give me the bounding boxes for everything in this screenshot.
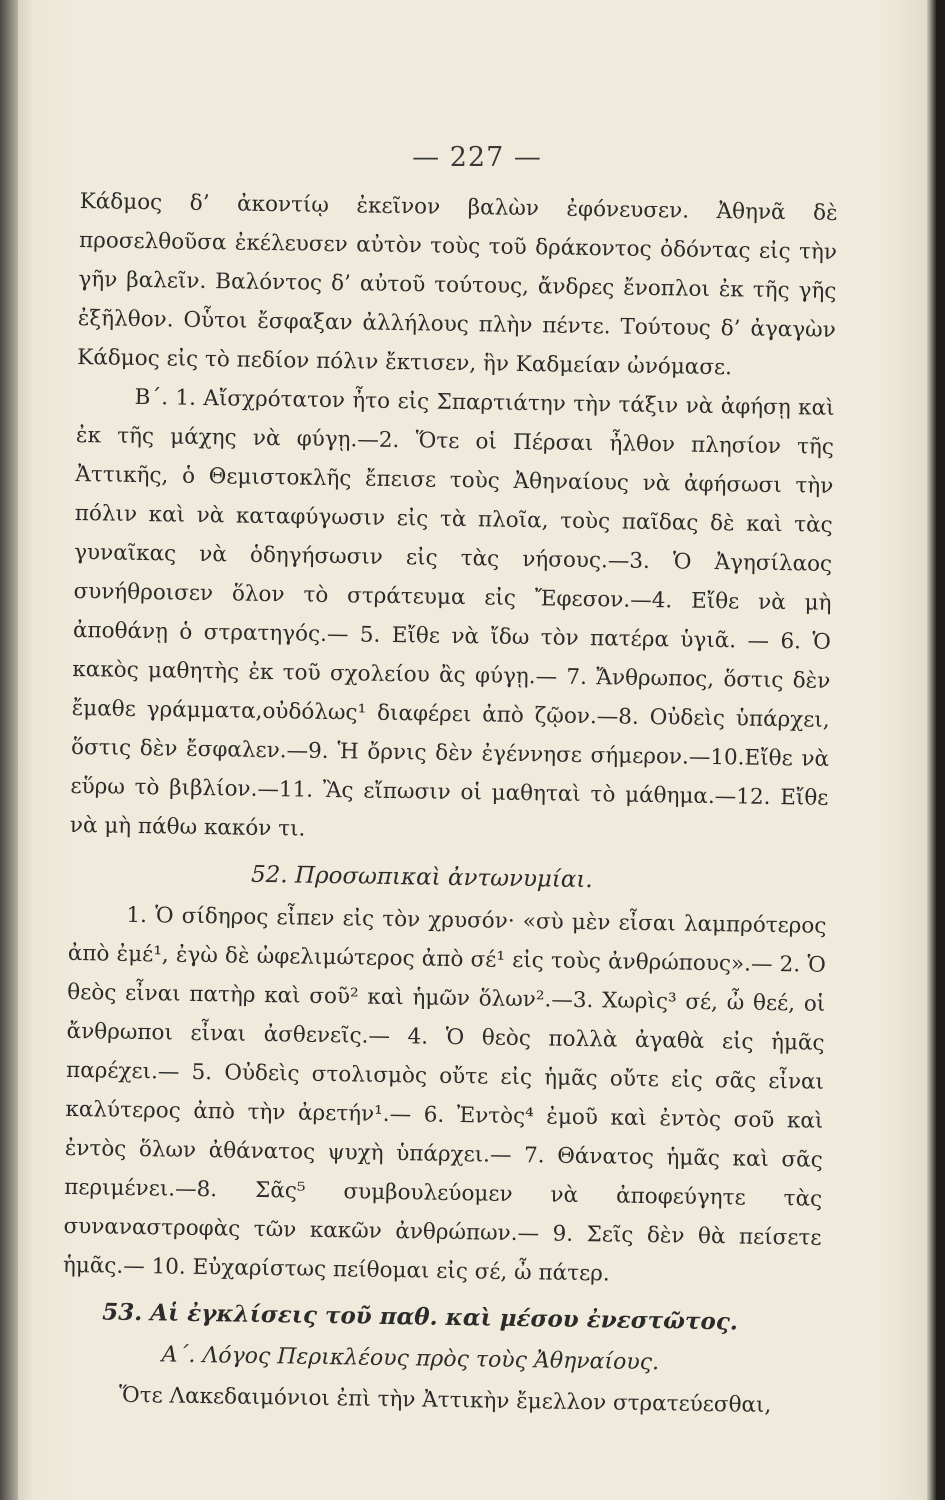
book-gutter-shadow: [0, 0, 18, 1500]
paragraph-pericles-start: Ὅτε Λακεδαιμόνιοι ἐπὶ τὴν Ἀττικὴν ἔμελλον στρατεύεσθαι,: [118, 1382, 772, 1419]
page-body: [61, 182, 838, 1426]
exercise-b-sentences: Β΄. 1. Αἴσχρότατον ἦτο εἰς Σπαρτιάτην τὴν τάξιν νὰ ἀφήσῃ καὶ ἐκ τῆς μάχης νὰ φύγῃ.—2. Ὅτε οἱ Πέρσαι ἦλθον πλησίον τῆς Ἀττικῆς, ὁ Θεμιστοκλῆς ἔπεισε τοὺς Ἀθηναίους νὰ ἀφήσωσι τὴν πόλιν καὶ νὰ καταφύγωσιν εἰς τὰ πλοῖα, τοὺς παῖδας δὲ καὶ τὰς γυναῖκας νὰ ὁδηγήσωσιν εἰς τὰς νήσους.—3. Ὁ Ἀγησίλαος συνήθροισεν ὅλον τὸ στράτευμα εἰς Ἔφεσον.—4. Εἴθε νὰ μὴ ἀποθάνῃ ὁ στρατηγός.— 5. Εἴθε νὰ ἴδω τὸν πατέρα ὑγιᾶ. — 6. Ὁ κακὸς μαθητὴς ἐκ τοῦ σχολείου ἂς φύγῃ.— 7. Ἄνθρωπος, ὅστις δὲν ἔμαθε γράμματα,οὐδόλως¹ διαφέρει ἀπὸ ζῷον.—8. Οὐδεὶς ὑπάρχει, ὅστις δὲν ἔσφαλεν.—9. Ἡ ὄρνις δὲν ἐγέννησε σήμερον.—10.Εἴθε νὰ εὕρω τὸ βιβλίον.—11. Ἂς εἴπωσιν οἱ μαθηταὶ τὸ μάθημα.—12. Εἴθε νὰ μὴ πάθω κακόν τι.: [69, 384, 835, 842]
section-heading-53: 53. Αἱ ἐγκλίσεις τοῦ παθ. καὶ μέσου ἐνεστῶτος.: [102, 1298, 739, 1336]
book-page: [18, 0, 936, 1500]
section-subheading-a: Α΄. Λόγος Περικλέους πρὸς τοὺς Ἀθηναίους.: [161, 1342, 660, 1376]
section-heading-52: 52. Προσωπικαὶ ἀντωνυμίαι.: [250, 861, 593, 894]
page-number: — 227 —: [412, 142, 542, 173]
page-edge: [927, 0, 936, 1500]
paragraph-kadmos: Κάδμος δ’ ἀκοντίῳ ἐκεῖνον βαλὼν ἐφόνευσεν. Ἀθηνᾶ δὲ προσελθοῦσα ἐκέλευσεν αὐτὸν τοὺς τοῦ δράκοντος ὀδόντας εἰς τὴν γῆν βαλεῖν. Βαλόντος δ’ αὐτοῦ τούτους, ἄνδρες ἔνοπλοι ἐκ τῆς γῆς ἐξῆλθον. Οὗτοι ἔσφαξαν ἀλλήλους πλὴν πέντε. Τούτους δ’ ἀγαγὼν Κάδμος εἰς τὸ πεδίον πόλιν ἔκτισεν, ἣν Καδμείαν ὠνόμασε.: [77, 188, 838, 381]
exercise-52-sentences: 1. Ὁ σίδηρος εἶπεν εἰς τὸν χρυσόν· «σὺ μὲν εἶσαι λαμπρότερος ἀπὸ ἐμέ¹, ἐγὼ δὲ ὠφελιμώτερος ἀπὸ σέ¹ εἰς τοὺς ἀνθρώπους».— 2. Ὁ θεὸς εἶναι πατὴρ καὶ σοῦ² καὶ ἡμῶν ὅλων².—3. Χωρὶς³ σέ, ὦ θεέ, οἱ ἄνθρωποι εἶναι ἀσθενεῖς.— 4. Ὁ θεὸς πολλὰ ἀγαθὰ εἰς ἡμᾶς παρέχει.— 5. Οὐδεὶς στολισμὸς οὔτε εἰς ἡμᾶς οὔτε εἰς σᾶς εἶναι καλύτερος ἀπὸ τὴν ἀρετήν¹.— 6. Ἐντὸς⁴ ἐμοῦ καὶ ἐντὸς σοῦ καὶ ἐντὸς ὅλων ἀθάνατος ψυχὴ ὑπάρχει.— 7. Θάνατος ἡμᾶς καὶ σᾶς περιμένει.—8. Σᾶς⁵ συμβουλεύομεν νὰ ἀποφεύγητε τὰς συναναστροφὰς τῶν κακῶν ἀνθρώπων.— 9. Σεῖς δὲν θὰ πείσετε ἡμᾶς.— 10. Εὐχαρίστως πείθομαι εἰς σέ, ὦ πάτερ.: [62, 902, 827, 1287]
